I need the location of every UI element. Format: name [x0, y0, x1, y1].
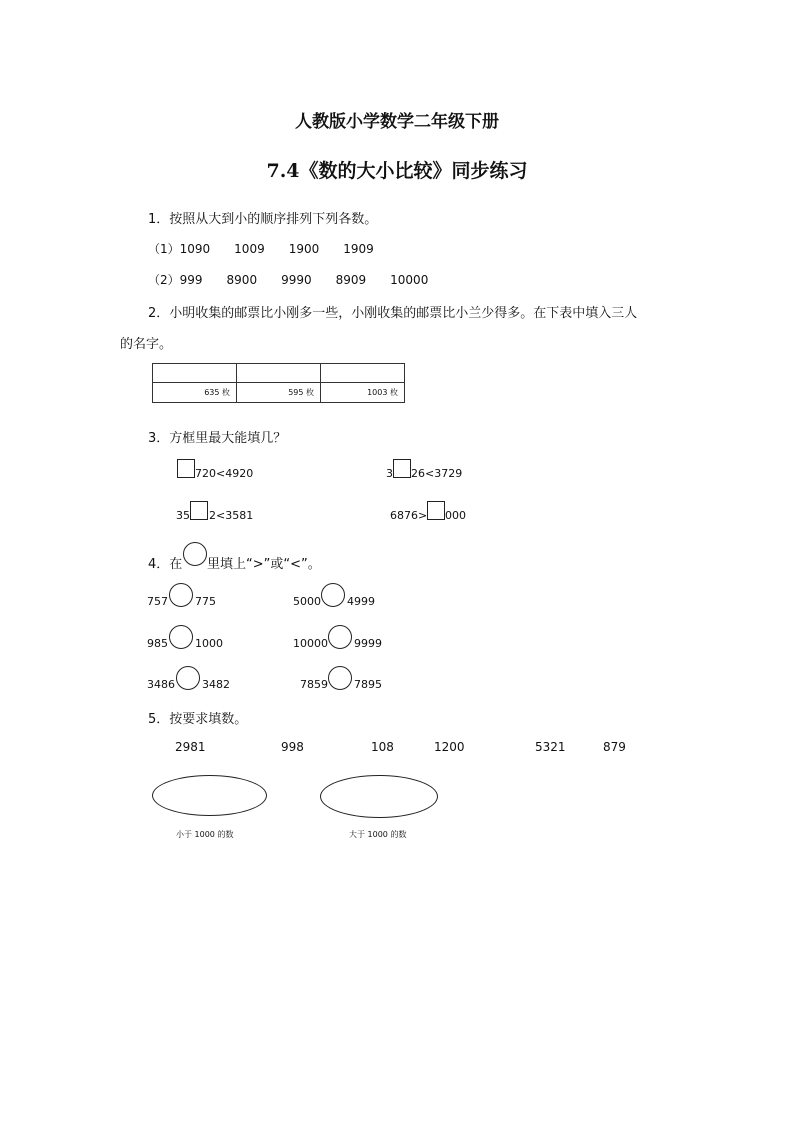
answer-box-2[interactable]	[393, 459, 411, 478]
pair-5-right: 3482	[202, 678, 230, 691]
greater-than-1000-label: 大于 1000 的数	[349, 830, 407, 839]
question-3-text: 3．方框里最大能填几？	[148, 431, 287, 446]
name-cell-3[interactable]	[321, 364, 405, 383]
number-item-5[interactable]: 5321	[535, 740, 566, 754]
number-item-6[interactable]: 879	[603, 740, 626, 754]
count-cell-3: 1003 枚	[321, 383, 405, 403]
less-than-1000-ellipse[interactable]	[152, 775, 267, 816]
document-title: 人教版小学数学二年级下册	[295, 112, 499, 132]
pair-5-left: 3486	[147, 678, 175, 691]
answer-box-4[interactable]	[427, 501, 445, 520]
question-1-line-1: （1）1090 1009 1900 1909	[148, 242, 374, 256]
answer-box-3[interactable]	[190, 501, 208, 520]
document-subtitle: 7.4《数的大小比较》同步练习	[266, 160, 528, 182]
expression-3-suffix: 2<3581	[209, 509, 254, 522]
question-4-text-b: 里填上“>”或“<”。	[207, 557, 321, 572]
count-cell-1: 635 枚	[153, 383, 237, 403]
pair-4-right: 9999	[354, 637, 382, 650]
expression-4-suffix: 000	[445, 509, 466, 522]
pair-2-left: 5000	[293, 595, 321, 608]
expression-3-prefix: 35	[176, 509, 190, 522]
pair-1-left: 757	[147, 595, 168, 608]
compare-circle-6[interactable]	[328, 666, 352, 690]
pair-1-right: 775	[195, 595, 216, 608]
expression-1: 720<4920	[195, 467, 254, 480]
pair-6-right: 7895	[354, 678, 382, 691]
name-cell-1[interactable]	[153, 364, 237, 383]
question-5-text: 5．按要求填数。	[148, 712, 248, 727]
question-4-text-a: 4．在	[148, 557, 183, 572]
pair-3-right: 1000	[195, 637, 223, 650]
expression-2-suffix: 26<3729	[411, 467, 463, 480]
number-item-3[interactable]: 108	[371, 740, 394, 754]
pair-2-right: 4999	[347, 595, 375, 608]
stamp-table	[152, 363, 405, 403]
number-item-4[interactable]: 1200	[434, 740, 465, 754]
expression-4-prefix: 6876>	[390, 509, 428, 522]
pair-6-left: 7859	[300, 678, 328, 691]
pair-3-left: 985	[147, 637, 168, 650]
compare-circle-1[interactable]	[169, 583, 193, 607]
question-1-text: 1．按照从大到小的顺序排列下列各数。	[148, 212, 378, 227]
question-1-line-2: （2）999 8900 9990 8909 10000	[148, 273, 429, 287]
compare-circle-3[interactable]	[169, 625, 193, 649]
number-item-1[interactable]: 2981	[175, 740, 206, 754]
expression-2-prefix: 3	[386, 467, 393, 480]
less-than-1000-label: 小于 1000 的数	[176, 830, 234, 839]
question-2-text-cont: 的名字。	[120, 337, 173, 352]
compare-circle-2[interactable]	[321, 583, 345, 607]
number-item-2[interactable]: 998	[281, 740, 304, 754]
answer-box-1[interactable]	[177, 459, 195, 478]
count-cell-2: 595 枚	[237, 383, 321, 403]
question-2-text: 2．小明收集的邮票比小刚多一些，小刚收集的邮票比小兰少得多。在下表中填入三人	[148, 306, 638, 321]
example-circle	[183, 542, 207, 566]
compare-circle-5[interactable]	[176, 666, 200, 690]
greater-than-1000-ellipse[interactable]	[320, 775, 438, 818]
compare-circle-4[interactable]	[328, 625, 352, 649]
name-cell-2[interactable]	[237, 364, 321, 383]
pair-4-left: 10000	[293, 637, 328, 650]
